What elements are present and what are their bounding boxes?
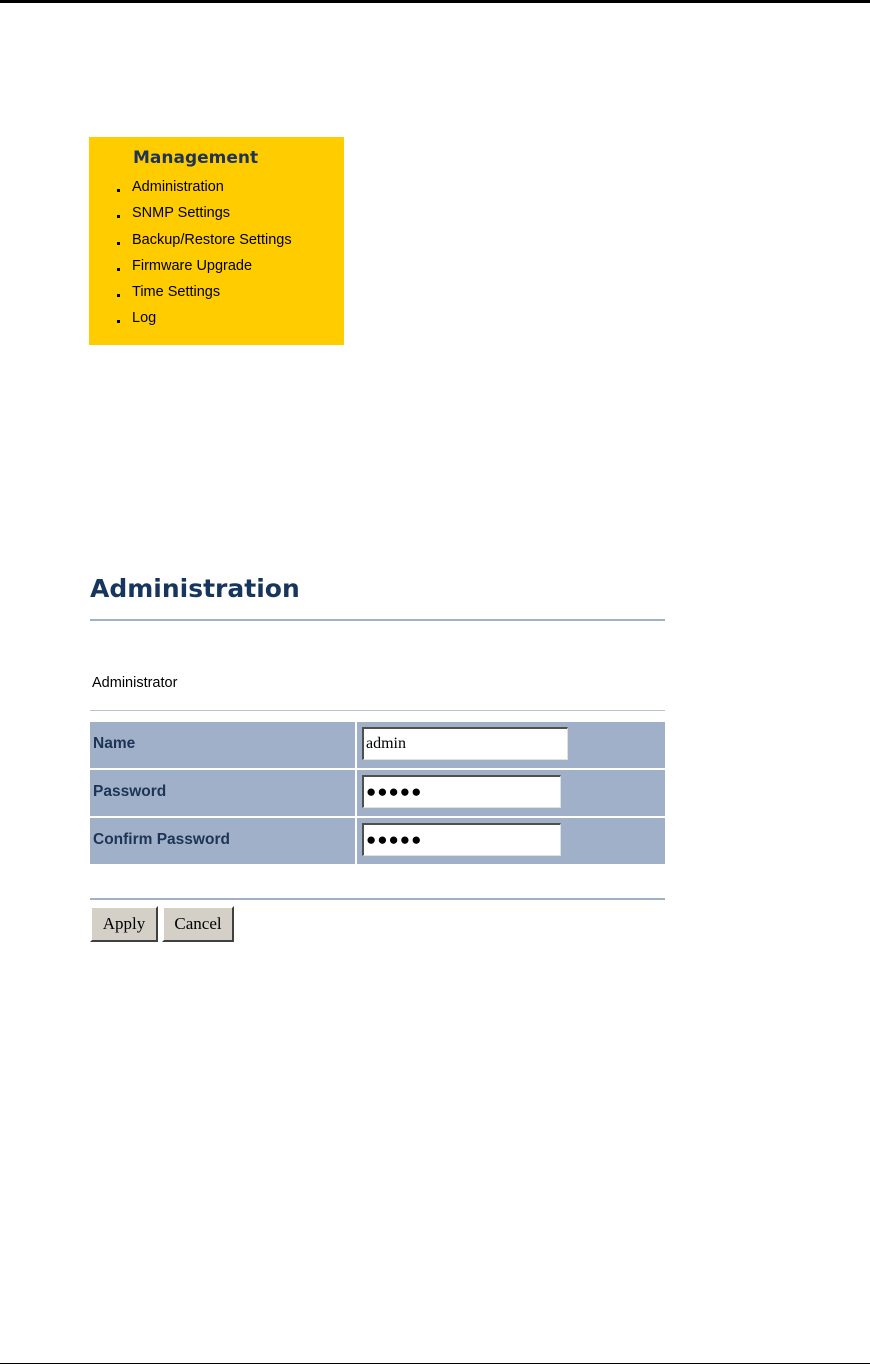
bullet-icon [117,189,120,192]
menu-item-log[interactable] [89,310,344,336]
page-title: Administration [90,574,300,603]
name-input[interactable] [362,727,568,760]
section-divider [90,710,665,711]
form-row-name [90,722,665,768]
section-label: Administrator [92,675,178,691]
menu-item-label[interactable]: Time Settings [132,284,221,301]
title-divider [90,619,665,621]
label-cell [90,722,357,768]
bottom-rule [0,1363,870,1364]
menu-item-snmp-settings[interactable] [89,205,344,231]
bullet-icon [117,242,120,245]
menu-title: Management [133,148,259,168]
label-cell [90,770,357,816]
menu-item-backup-restore-settings[interactable] [89,232,344,258]
password-label: Password [93,783,167,800]
administrator-form [90,722,665,866]
top-rule [0,0,870,3]
menu-item-label[interactable]: Firmware Upgrade [132,257,253,274]
menu-item-time-settings[interactable] [89,284,344,310]
password-input[interactable] [362,775,561,808]
bullet-icon [117,268,120,271]
bullet-icon [117,294,120,297]
label-cell [90,818,357,864]
name-label: Name [93,735,136,752]
apply-button[interactable]: Apply [90,906,158,942]
bullet-icon [117,320,120,323]
confirm-password-label: Confirm Password [93,831,230,848]
form-row-password [90,770,665,816]
form-bottom-divider [90,898,665,900]
confirm-password-input[interactable] [362,823,561,856]
bullet-icon [117,215,120,218]
menu-item-label[interactable]: Administration [132,179,224,195]
cancel-button[interactable]: Cancel [162,906,234,942]
menu-item-label[interactable]: SNMP Settings [132,205,231,222]
menu-item-administration[interactable] [89,179,344,205]
menu-item-label[interactable]: Log [132,310,157,327]
management-menu [89,137,344,345]
menu-item-label[interactable]: Backup/Restore Settings [132,231,292,248]
menu-item-firmware-upgrade[interactable] [89,258,344,284]
form-row-confirm-password [90,818,665,864]
menu-list [89,179,344,337]
